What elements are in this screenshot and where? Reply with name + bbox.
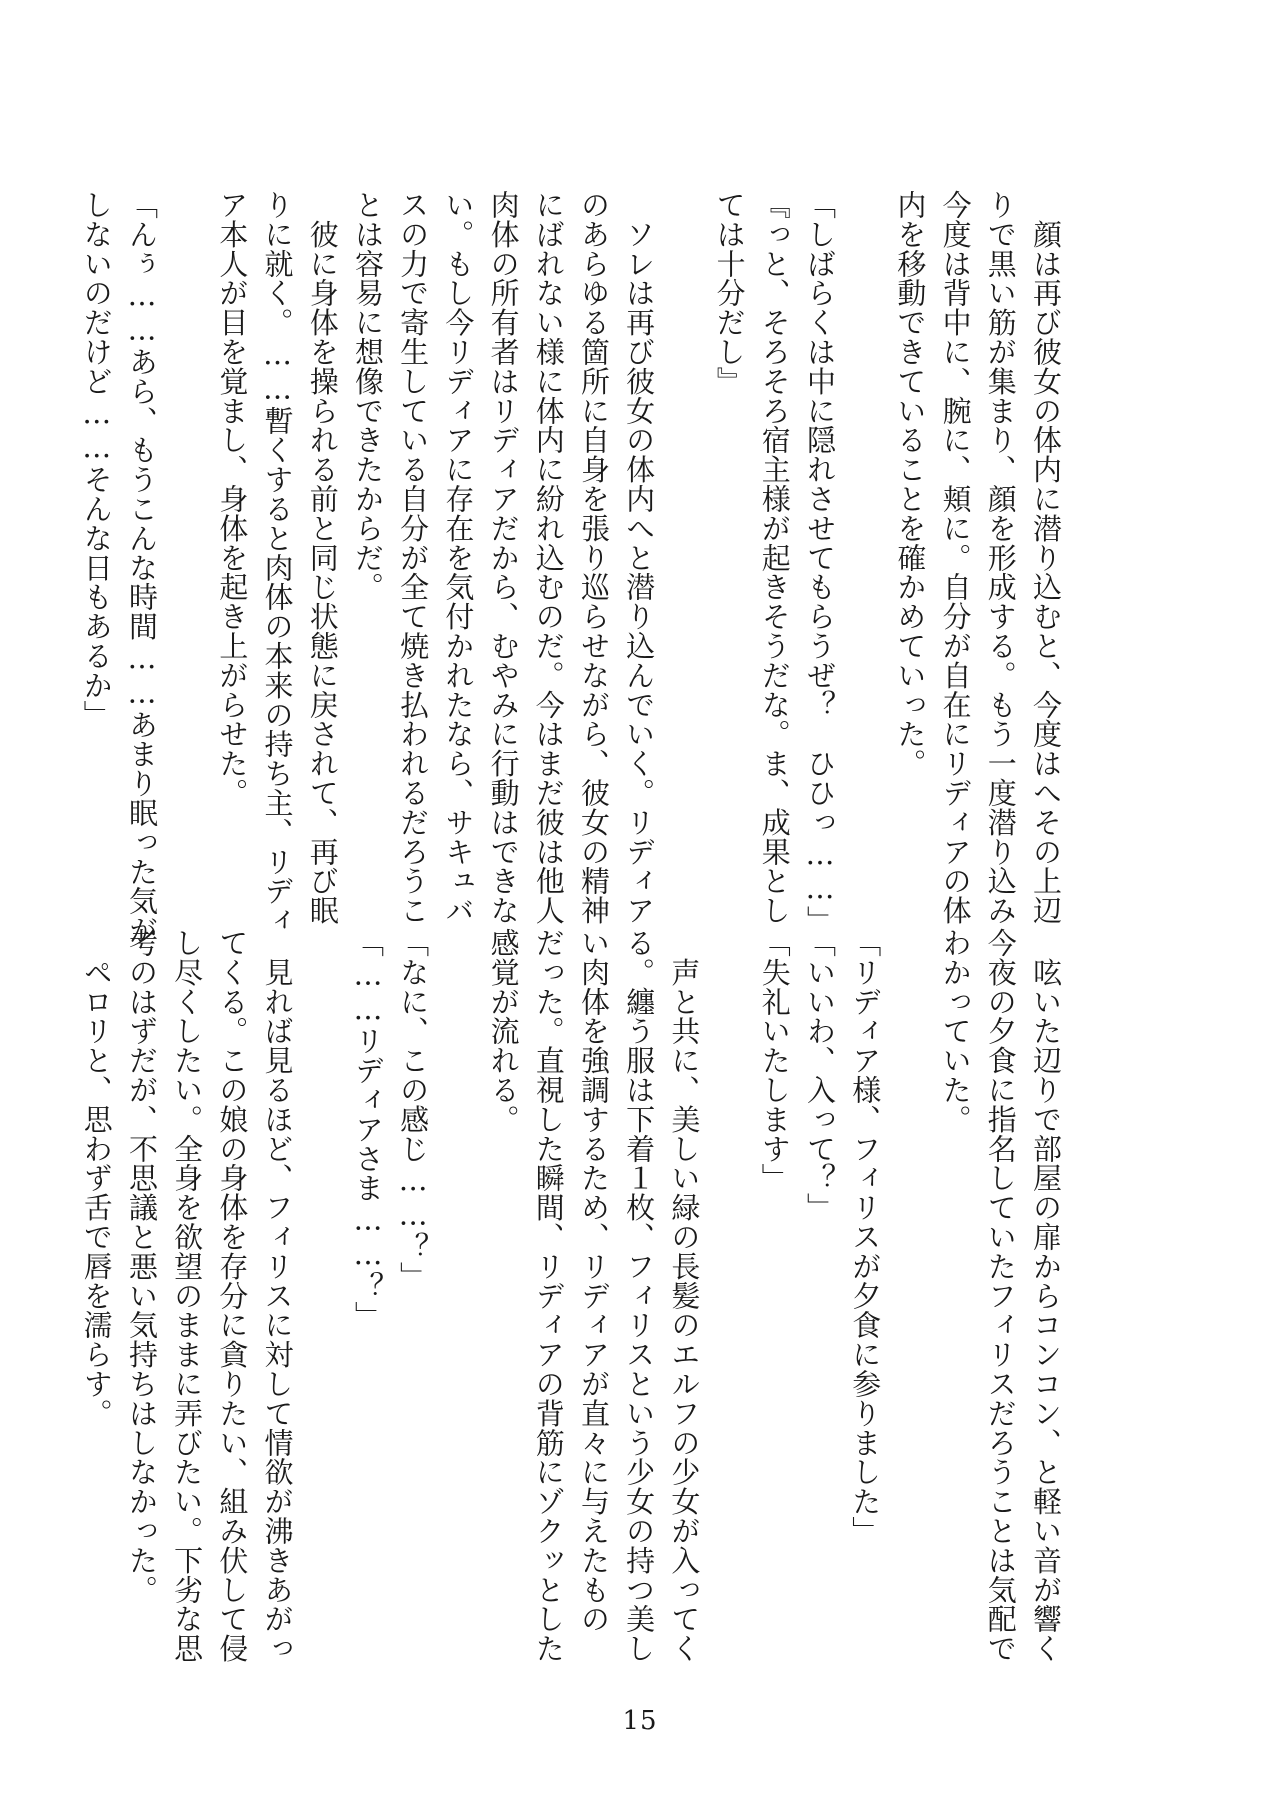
text-line: てくる。この娘の身体を存分に貪りたい、組み伏して侵 [215,928,250,1663]
text-line: 今度は背中に、腕に、頬に。自分が自在にリディアの体 [938,190,973,925]
text-line: し尽くしたい。全身を欲望のままに弄びたい。下劣な思 [170,928,205,1663]
text-line: とは容易に想像できたからだ。 [350,190,385,602]
blank-line [661,190,706,870]
blank-line [435,928,480,1628]
blank-line [706,928,751,1628]
text-line: ア本人が目を覚まし、身体を起き上がらせた。 [215,190,250,808]
text-line: 彼に身体を操られる前と同じ状態に戻されて、再び眠 [305,190,340,925]
text-line: ては十分だし』 [712,190,747,396]
text-line: 「……リディアさま……？」 [350,928,385,1331]
text-line: 「しばらくは中に隠れさせてもらうぜ？ ひひっ……」 [802,190,837,935]
blank-line [887,928,932,1628]
text-line: い。もし今リディアに存在を気付かれたなら、サキュバ [441,190,476,925]
upper-text-block [74,190,1068,945]
text-line: 「んぅ……あら、もうこんな時間……あまり眠った気が [124,190,159,945]
text-line: りに就く。……暫くすると肉体の本来の持ち主、リディ [260,190,295,935]
text-line: しないのだけど……そんな日もあるか」 [79,190,114,730]
text-line: 「失礼いたします」 [757,928,792,1193]
text-line: ソレは再び彼女の体内へと潜り込んでいく。リディア [622,190,657,925]
text-line: ペロリと、思わず舌で唇を濡らす。 [79,928,114,1428]
text-line: 感覚が流れる。 [486,928,521,1134]
text-line: だった。直視した瞬間、リディアの背筋にゾクッとした [531,928,566,1663]
text-line: りで黒い筋が集まり、顔を形成する。もう一度潜り込み [983,190,1018,925]
text-line: 今夜の夕食に指名していたフィリスだろうことは気配で [983,928,1018,1663]
text-line: 考のはずだが、不思議と悪い気持ちはしなかった。 [124,928,159,1605]
text-line: 肉体の所有者はリディアだから、むやみに行動はできな [486,190,521,925]
text-line: 「なに、この感じ……？」 [396,928,431,1291]
text-line: 顔は再び彼女の体内に潜り込むと、今度はへその上辺 [1029,190,1063,925]
text-line: にばれない様に体内に紛れ込むのだ。今はまだ彼は他人 [531,190,566,925]
text-line: 「いいわ、入って？」 [802,928,837,1222]
page-number: 15 [622,1706,658,1736]
text-line: のあらゆる箇所に自身を張り巡らせながら、彼女の精神 [576,190,611,925]
text-line: 呟いた辺りで部屋の扉からコンコン、と軽い音が響く [1029,928,1063,1663]
text-line: 『っと、そろそろ宿主様が起きそうだな。ま、成果とし [757,190,792,925]
lower-text-block [74,928,1068,1663]
text-line: 内を移動できていることを確かめていった。 [893,190,928,778]
text-line: 見れば見るほど、フィリスに対して情欲が沸きあがっ [260,928,295,1663]
blank-line [300,928,345,1628]
text-line: わかっていた。 [938,928,973,1134]
text-line: い肉体を強調するため、リディアが直々に与えたもの [576,928,611,1634]
text-line: る。纏う服は下着１枚、フィリスという少女の持つ美し [622,928,657,1663]
text-line: スの力で寄生している自分が全て焼き払われるだろうこ [396,190,431,925]
blank-line [164,190,209,870]
blank-line [842,190,887,870]
text-line: 声と共に、美しい緑の長髪のエルフの少女が入ってく [667,928,702,1663]
text-line: 「リディア様、フィリスが夕食に参りました」 [848,928,883,1546]
